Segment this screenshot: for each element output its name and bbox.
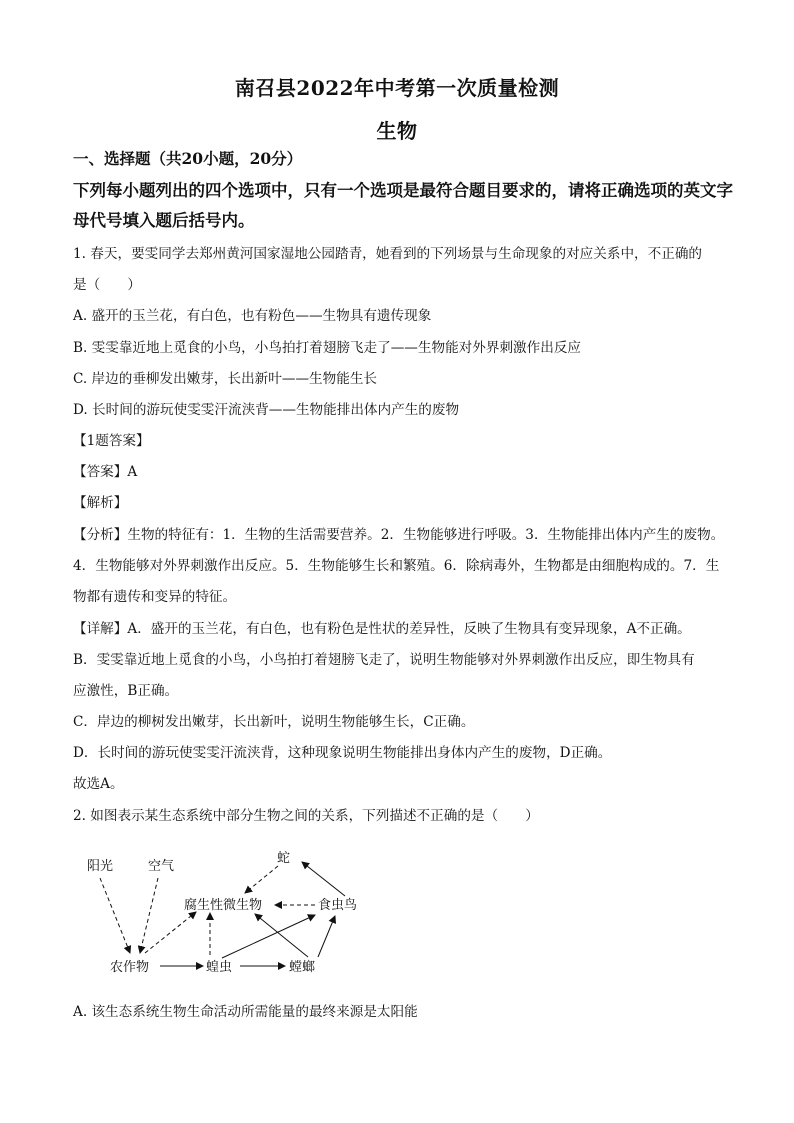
q1-stem-line-2: 是（ ） xyxy=(73,277,141,293)
node-crop: 农作物 xyxy=(110,960,150,975)
q1-analysis-tag: 【解析】 xyxy=(73,495,128,511)
subject-title: 生物 xyxy=(376,119,418,143)
q1-analysis-line-1: 【分析】生物的特征有：1．生物的生活需要营养。2．生物能够进行呼吸。3．生物能排出体内产生的废物。 xyxy=(73,527,725,543)
section-heading: 一、选择题（共20小题，20分） xyxy=(73,149,303,168)
food-web-diagram xyxy=(0,840,794,1000)
arrow-crop-decomposer xyxy=(145,912,196,953)
arrow-bird-snake xyxy=(302,862,345,896)
q1-stem-line-1: 1. 春天，要雯同学去郑州黄河国家湿地公园踏青，她看到的下列场景与生命现象的对应关系中，不正确的 xyxy=(73,246,703,262)
q2-option-a: A. 该生态系统生物生命活动所需能量的最终来源是太阳能 xyxy=(73,1004,418,1020)
q1-analysis-line-2: 4．生物能够对外界刺激作出反应。5．生物能够生长和繁殖。6．除病毒外，生物都是由细胞构成的。7．生 xyxy=(73,558,720,574)
arrow-sunlight-crop xyxy=(100,878,130,953)
node-mantis: 螳螂 xyxy=(289,960,316,975)
q1-answer: 【答案】A xyxy=(73,464,138,480)
q1-option-a: A. 盛开的玉兰花，有白色，也有粉色——生物具有遗传现象 xyxy=(73,308,432,324)
arrow-snake-decomposer xyxy=(245,866,278,893)
q1-answer-tag: 【1题答案】 xyxy=(73,433,150,449)
q1-detail-line-5: D．长时间的游玩使雯雯汗流浃背，这种现象说明生物能排出身体内产生的废物，D正确。 xyxy=(73,745,612,761)
node-bird: 食虫鸟 xyxy=(318,898,358,913)
q2-stem: 2. 如图表示某生态系统中部分生物之间的关系，下列描述不正确的是（ ） xyxy=(73,808,539,824)
arrow-mantis-decomposer xyxy=(255,914,308,957)
instruction-line-1: 下列每小题列出的四个选项中，只有一个选项是最符合题目要求的，请将正确选项的英文字 xyxy=(73,181,733,200)
q1-option-b: B. 雯雯靠近地上觅食的小鸟，小鸟拍打着翅膀飞走了——生物能对外界刺激作出反应 xyxy=(73,340,582,356)
node-locust: 蝗虫 xyxy=(206,960,233,975)
node-decomposer: 腐生性微生物 xyxy=(184,898,263,913)
q1-conclusion: 故选A。 xyxy=(73,776,124,792)
q1-detail-line-4: C．岸边的柳树发出嫩芽，长出新叶，说明生物能够生长，C正确。 xyxy=(73,714,475,730)
arrow-mantis-bird xyxy=(318,916,335,957)
q1-detail-line-2: B．雯雯靠近地上觅食的小鸟，小鸟拍打着翅膀飞走了，说明生物能够对外界刺激作出反应，即生物具有 xyxy=(73,652,695,668)
q1-analysis-line-3: 物都有遗传和变异的特征。 xyxy=(73,589,237,605)
instruction-line-2: 母代号填入题后括号内。 xyxy=(73,211,255,230)
node-sunlight: 阳光 xyxy=(87,859,114,874)
q1-detail-line-1: 【详解】A．盛开的玉兰花，有白色，也有粉色是性状的差异性，反映了生物具有变异现象，A不正确。 xyxy=(73,621,691,637)
node-snake: 蛇 xyxy=(277,851,291,866)
page-title: 南召县2022年中考第一次质量检测 xyxy=(234,76,560,100)
arrow-air-crop xyxy=(140,878,158,953)
q1-option-c: C. 岸边的垂柳发出嫩芽，长出新叶——生物能生长 xyxy=(73,371,378,387)
q1-detail-line-3: 应激性，B正确。 xyxy=(73,683,179,699)
q1-option-d: D. 长时间的游玩使雯雯汗流浃背——生物能排出体内产生的废物 xyxy=(73,402,460,418)
node-air: 空气 xyxy=(148,859,175,874)
